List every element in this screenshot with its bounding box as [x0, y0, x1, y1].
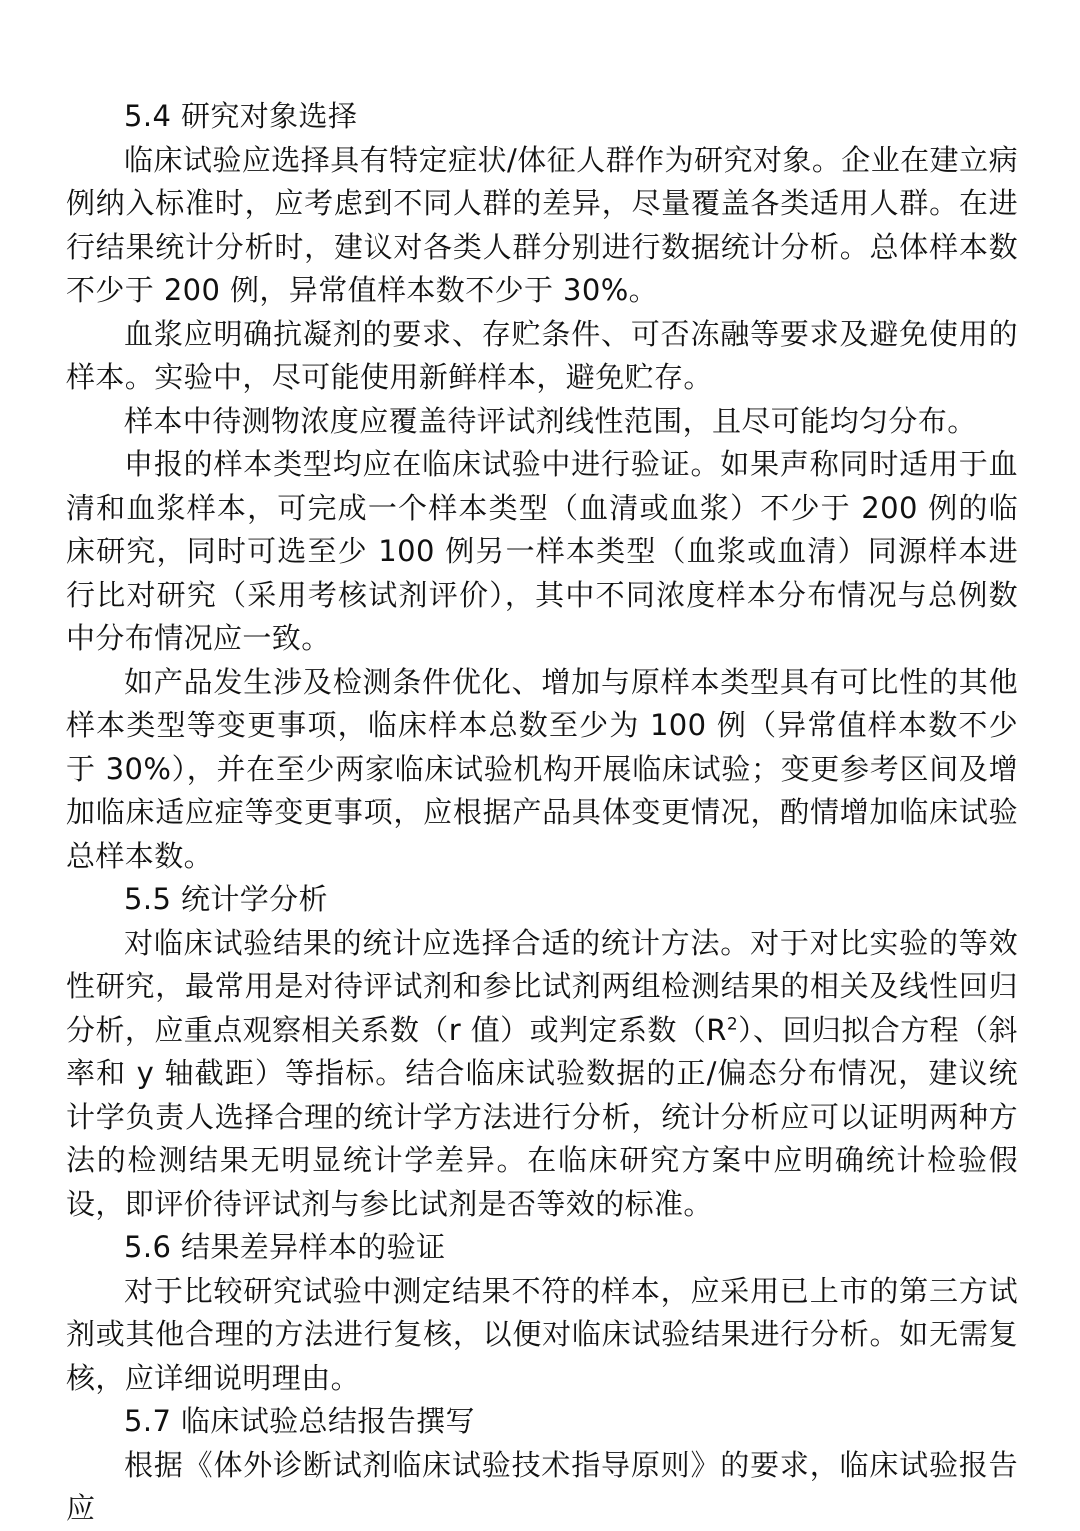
paragraph	[66, 922, 1018, 1227]
section-heading-5-7: 5.7 临床试验总结报告撰写	[124, 1404, 475, 1438]
paragraph-text: 对临床试验结果的统计应选择合适的统计方法。对于对比实验的等效性研究，最常用是对待评试剂和参比试剂两组检测结果的相关及线性回归分析，应重点观察相关系数（r 值）或判定系数（R	[66, 925, 1018, 1047]
paragraph: 如产品发生涉及检测条件优化、增加与原样本类型具有可比性的其他样本类型等变更事项，临床样本总数至少为 100 例（异常值样本数不少于 30%），并在至少两家临床试验机构开展临床试验；变更参考区间及增加临床适应症等变更事项，应根据产品具体变更情况，酌情增加临床试验总样本数。	[66, 664, 1018, 873]
section-heading-5-6: 5.6 结果差异样本的验证	[124, 1230, 446, 1264]
paragraph: 临床试验应选择具有特定症状/体征人群作为研究对象。企业在建立病例纳入标准时，应考虑到不同人群的差异，尽量覆盖各类适用人群。在进行结果统计分析时，建议对各类人群分别进行数据统计分析。总体样本数不少于 200 例，异常值样本数不少于 30%。	[66, 142, 1018, 307]
superscript: 2	[726, 1013, 739, 1034]
paragraph: 血浆应明确抗凝剂的要求、存贮条件、可否冻融等要求及避免使用的样本。实验中，尽可能使用新鲜样本，避免贮存。	[66, 316, 1018, 394]
paragraph: 申报的样本类型均应在临床试验中进行验证。如果声称同时适用于血清和血浆样本，可完成一个样本类型（血清或血浆）不少于 200 例的临床研究，同时可选至少 100 例另一样本类型（血浆或血清）同源样本进行比对研究（采用考核试剂评价），其中不同浓度样本分布情况与总例数中分布情况应一致。	[66, 447, 1018, 655]
paragraph: 样本中待测物浓度应覆盖待评试剂线性范围，且尽可能均匀分布。	[124, 403, 977, 438]
section-heading-5-4: 5.4 研究对象选择	[124, 99, 358, 133]
section-heading-5-5: 5.5 统计学分析	[124, 882, 328, 916]
paragraph: 对于比较研究试验中测定结果不符的样本，应采用已上市的第三方试剂或其他合理的方法进行复核，以便对临床试验结果进行分析。如无需复核，应详细说明理由。	[66, 1273, 1018, 1395]
paragraph: 根据《体外诊断试剂临床试验技术指导原则》的要求，临床试验报告应	[66, 1447, 1018, 1525]
paragraph-text: ）、回归拟合方程（斜率和 y 轴截距）等指标。结合临床试验数据的正/偏态分布情况，建议统计学负责人选择合理的统计学方法进行分析，统计分析应可以证明两种方法的检测结果无明显统计学差异。在临床研究方案中应明确统计检验假设，即评价待评试剂与参比试剂是否等效的标准。	[66, 1012, 1018, 1221]
